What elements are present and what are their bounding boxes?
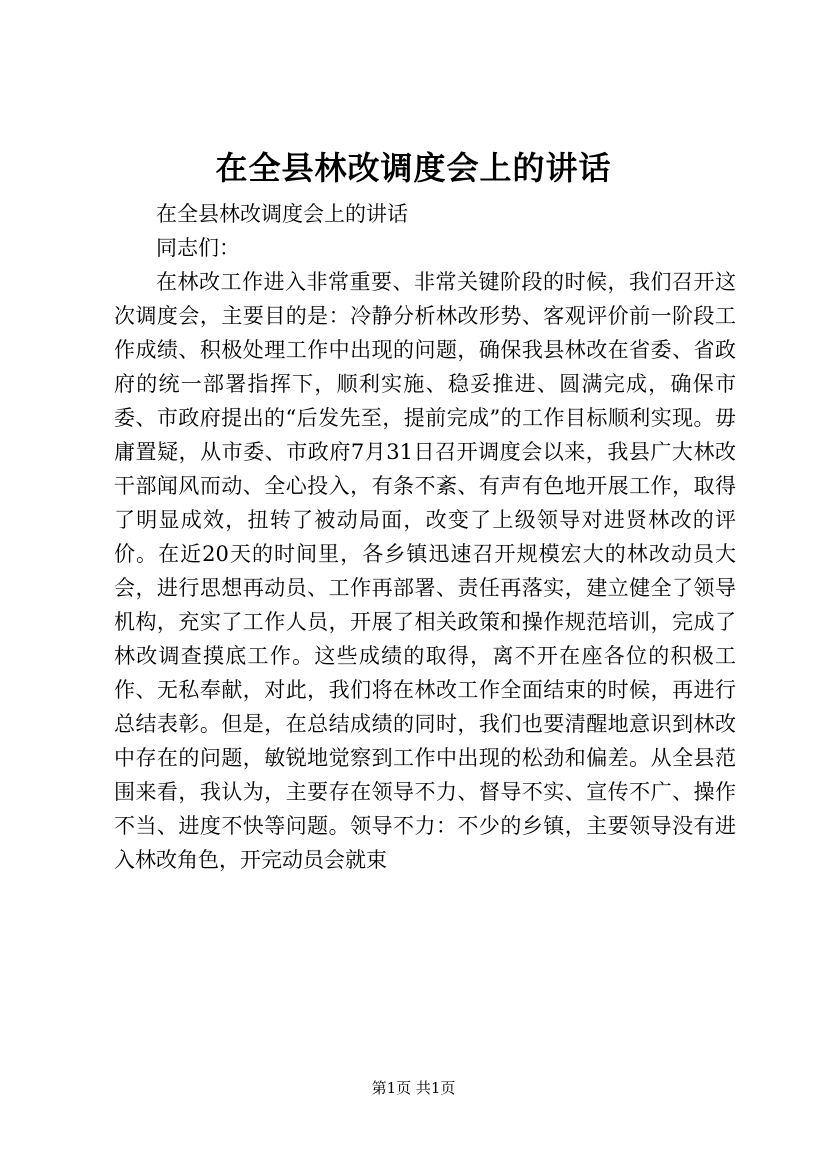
- page-footer: 第1页 共1页: [371, 1079, 456, 1097]
- body-paragraph-main: 在林改工作进入非常重要、非常关键阶段的时候，我们召开这次调度会，主要目的是：冷静分析林改形势、客观评价前一阶段工作成绩、积极处理工作中出现的问题，确保我县林改在省委、省政府的统一部署指挥下，顺利实施、稳妥推进、圆满完成，确保市委、市政府提出的“后发先至，提前完成”的工作目标顺利实现。毋庸置疑，从市委、市政府7月31日召开调度会以来，我县广大林改干部闻风而动、全心投入，有条不紊、有声有色地开展工作，取得了明显成效，扭转了被动局面，改变了上级领导对进贤林改的评价。在近20天的时间里，各乡镇迅速召开规模宏大的林改动员大会，进行思想再动员、工作再部署、责任再落实，建立健全了领导机构，充实了工作人员，开展了相关政策和操作规范培训，完成了林改调查摸底工作。这些成绩的取得，离不开在座各位的积极工作、无私奉献，对此，我们将在林改工作全面结束的时候，再进行总结表彰。但是，在总结成绩的同时，我们也要清醒地意识到林改中存在的问题，敏锐地觉察到工作中出现的松劲和偏差。从全县范围来看，我认为，主要存在领导不力、督导不实、宣传不广、操作不当、进度不快等问题。领导不力：不少的乡镇，主要领导没有进入林改角色，开完动员会就束: [114, 270, 736, 872]
- document-body: [114, 197, 736, 877]
- document-title: 在全县林改调度会上的讲话: [215, 149, 612, 187]
- body-paragraph-heading: 在全县林改调度会上的讲话: [156, 202, 408, 226]
- body-paragraph-salutation: 同志们：: [156, 236, 240, 260]
